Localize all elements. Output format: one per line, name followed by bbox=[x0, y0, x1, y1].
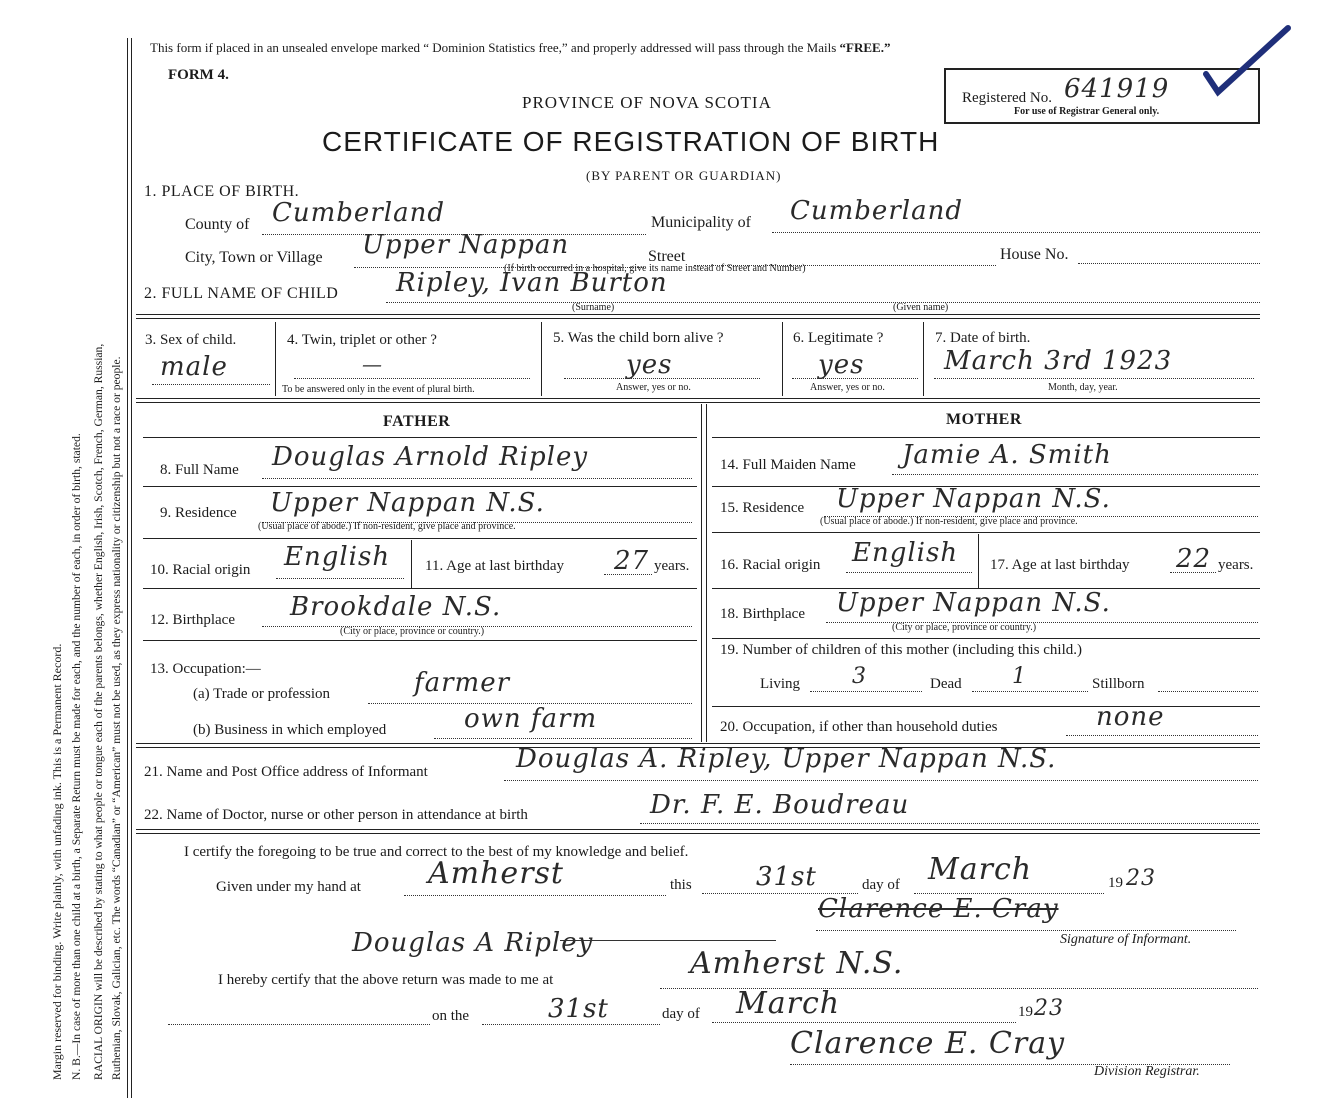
province-title: PROVINCE OF NOVA SCOTIA bbox=[522, 93, 772, 112]
twin-value: — bbox=[362, 352, 383, 376]
on-day-label: day of bbox=[662, 1006, 700, 1022]
return-label: I hereby certify that the above return was made to me at bbox=[218, 972, 554, 988]
father-age-value: 27 bbox=[614, 546, 650, 576]
twin-note: To be answered only in the event of plural birth. bbox=[282, 384, 475, 395]
given-month: March bbox=[928, 852, 1033, 887]
mother-race-label: 16. Racial origin bbox=[720, 557, 821, 573]
mother-birth-value: Upper Nappan N.S. bbox=[836, 588, 1111, 618]
father-name-value: Douglas Arnold Ripley bbox=[272, 442, 589, 472]
dead-value: 1 bbox=[1012, 664, 1027, 689]
place-heading: 1. PLACE OF BIRTH. bbox=[144, 183, 300, 200]
column-divider-2 bbox=[706, 404, 707, 742]
on-year-prefix: 19 bbox=[1018, 1004, 1033, 1020]
dob-value: March 3rd 1923 bbox=[944, 346, 1173, 376]
father-res-note: (Usual place of abode.) If non-resident, give place and province. bbox=[258, 521, 516, 532]
mother-res-note: (Usual place of abode.) If non-resident, give place and province. bbox=[820, 516, 1078, 527]
given-note: (Given name) bbox=[893, 302, 949, 313]
father-race-value: English bbox=[284, 542, 391, 572]
living-value: 3 bbox=[852, 664, 867, 689]
mother-heading: MOTHER bbox=[946, 411, 1022, 428]
sex-value: male bbox=[160, 352, 228, 382]
margin-racial-note-1: RACIAL ORIGIN will be described by stating to what people or tongue each of the parents belongs, whether English, Irish, Scotch, French, German, Russian, bbox=[92, 343, 105, 1080]
mail-notice-text: This form if placed in an unsealed envelope marked “ Dominion Statistics free,” and properly addressed will pass through the Mails bbox=[150, 40, 837, 55]
municipality-label: Municipality of bbox=[651, 214, 751, 231]
given-label: Given under my hand at bbox=[216, 879, 361, 895]
child-name-value: Ripley, Ivan Burton bbox=[396, 268, 668, 298]
father-birth-note: (City or place, province or country.) bbox=[340, 626, 485, 637]
twin-label: 4. Twin, triplet or other ? bbox=[287, 332, 437, 348]
rule-after-child bbox=[136, 314, 1260, 319]
informant-signature: Douglas A Ripley bbox=[352, 928, 594, 958]
house-label: House No. bbox=[1000, 246, 1069, 263]
legitimate-value: yes bbox=[818, 350, 865, 380]
dob-label: 7. Date of birth. bbox=[935, 330, 1031, 346]
mother-age-label: 17. Age at last birthday bbox=[990, 557, 1130, 573]
dob-note: Month, day, year. bbox=[1048, 382, 1118, 393]
sex-label: 3. Sex of child. bbox=[145, 332, 237, 348]
page-title: CERTIFICATE OF REGISTRATION OF BIRTH bbox=[322, 126, 940, 157]
doctor-label: 22. Name of Doctor, nurse or other person in attendance at birth bbox=[144, 807, 528, 823]
given-place: Amherst bbox=[428, 856, 564, 891]
rule-after-details bbox=[136, 398, 1260, 403]
on-the-label: on the bbox=[432, 1008, 470, 1024]
informant-label: 21. Name and Post Office address of Informant bbox=[144, 764, 428, 780]
street-label: Street bbox=[648, 248, 686, 265]
city-label: City, Town or Village bbox=[185, 249, 323, 266]
mother-occ-label: 20. Occupation, if other than household duties bbox=[720, 719, 998, 735]
city-value: Upper Nappan bbox=[362, 230, 570, 260]
check-mark-icon bbox=[1196, 22, 1296, 102]
on-month: March bbox=[736, 986, 841, 1021]
child-name-label: 2. FULL NAME OF CHILD bbox=[144, 285, 339, 302]
mother-birth-note: (City or place, province or country.) bbox=[892, 622, 1037, 633]
margin-racial-note-2: Ruthenian, Slovak, Galician, etc. The words “Canadian” or “American” must not be used, as they express nationality or citizenship but not a race or people. bbox=[110, 356, 123, 1080]
mother-name-value: Jamie A. Smith bbox=[902, 440, 1112, 470]
surname-note: (Surname) bbox=[572, 302, 615, 313]
doctor-value: Dr. F. E. Boudreau bbox=[650, 790, 910, 820]
given-year-prefix: 19 bbox=[1108, 875, 1123, 891]
stillborn-label: Stillborn bbox=[1092, 676, 1145, 692]
father-trade-value: farmer bbox=[414, 668, 511, 698]
living-label: Living bbox=[760, 676, 800, 692]
mail-free-text: “FREE.” bbox=[839, 40, 891, 55]
margin-rule-inner bbox=[131, 38, 132, 1098]
mother-birth-label: 18. Birthplace bbox=[720, 606, 805, 622]
mail-notice bbox=[150, 40, 890, 56]
margin-binding-note: Margin reserved for binding. Write plainly, with unfading ink. This is a Permanent Record. bbox=[50, 643, 64, 1080]
registrar-note: For use of Registrar General only. bbox=[1014, 106, 1160, 117]
father-age-unit: years. bbox=[654, 558, 690, 574]
mother-res-value: Upper Nappan N.S. bbox=[836, 484, 1111, 514]
mother-race-value: English bbox=[852, 538, 959, 568]
alive-note: Answer, yes or no. bbox=[616, 382, 691, 393]
given-day-label: day of bbox=[862, 877, 900, 893]
legitimate-note: Answer, yes or no. bbox=[810, 382, 885, 393]
municipality-value: Cumberland bbox=[790, 196, 963, 226]
father-name-label: 8. Full Name bbox=[160, 462, 239, 478]
registered-number: 641919 bbox=[1064, 74, 1170, 104]
registered-label: Registered No. bbox=[962, 90, 1052, 106]
mother-name-label: 14. Full Maiden Name bbox=[720, 457, 856, 473]
column-divider-1 bbox=[701, 404, 702, 742]
father-trade-label: (a) Trade or profession bbox=[193, 686, 331, 702]
margin-rule-outer bbox=[127, 38, 128, 1098]
father-res-value: Upper Nappan N.S. bbox=[270, 488, 545, 518]
father-birth-value: Brookdale N.S. bbox=[290, 592, 502, 622]
mother-res-label: 15. Residence bbox=[720, 500, 805, 516]
this-label: this bbox=[670, 877, 692, 893]
given-year: 23 bbox=[1126, 866, 1156, 891]
division-registrar-label: Division Registrar. bbox=[1094, 1064, 1200, 1079]
informant-signature-label: Signature of Informant. bbox=[1060, 932, 1192, 947]
page-subtitle: (BY PARENT OR GUARDIAN) bbox=[586, 168, 782, 183]
dead-label: Dead bbox=[930, 676, 962, 692]
registrar-signature: Clarence E. Cray bbox=[790, 1026, 1066, 1061]
mother-occ-value: none bbox=[1096, 702, 1165, 732]
father-heading: FATHER bbox=[383, 413, 451, 430]
mother-children-label: 19. Number of children of this mother (including this child.) bbox=[720, 642, 1083, 658]
father-birth-label: 12. Birthplace bbox=[150, 612, 235, 628]
struck-name: Clarence E. Cray bbox=[818, 894, 1059, 924]
legitimate-label: 6. Legitimate ? bbox=[793, 330, 884, 346]
father-res-label: 9. Residence bbox=[160, 505, 237, 521]
informant-value: Douglas A. Ripley, Upper Nappan N.S. bbox=[516, 744, 1057, 774]
on-day: 31st bbox=[548, 994, 609, 1024]
return-place: Amherst N.S. bbox=[690, 946, 904, 981]
county-label: County of bbox=[185, 216, 250, 233]
father-race-label: 10. Racial origin bbox=[150, 562, 251, 578]
father-occ-label: 13. Occupation:— bbox=[150, 661, 261, 677]
father-age-label: 11. Age at last birthday bbox=[425, 558, 564, 574]
form-number: FORM 4. bbox=[168, 67, 229, 83]
mother-age-unit: years. bbox=[1218, 557, 1254, 573]
on-year: 23 bbox=[1034, 996, 1064, 1021]
margin-nb-note: N. B.—In case of more than one child at a birth, a Separate Return must be made for each, and the number of each, in order of birth, stated. bbox=[70, 433, 83, 1080]
father-business-label: (b) Business in which employed bbox=[193, 722, 387, 738]
certify-statement: I certify the foregoing to be true and correct to the best of my knowledge and belief. bbox=[184, 844, 689, 860]
alive-value: yes bbox=[626, 350, 673, 380]
father-business-value: own farm bbox=[464, 704, 598, 734]
county-value: Cumberland bbox=[272, 198, 445, 228]
mother-age-value: 22 bbox=[1176, 544, 1212, 574]
given-day: 31st bbox=[756, 862, 817, 892]
hospital-note: (If birth occurred in a hospital, give its name instead of Street and Number) bbox=[504, 263, 806, 274]
alive-label: 5. Was the child born alive ? bbox=[553, 330, 724, 346]
rule-before-certify bbox=[136, 829, 1260, 834]
